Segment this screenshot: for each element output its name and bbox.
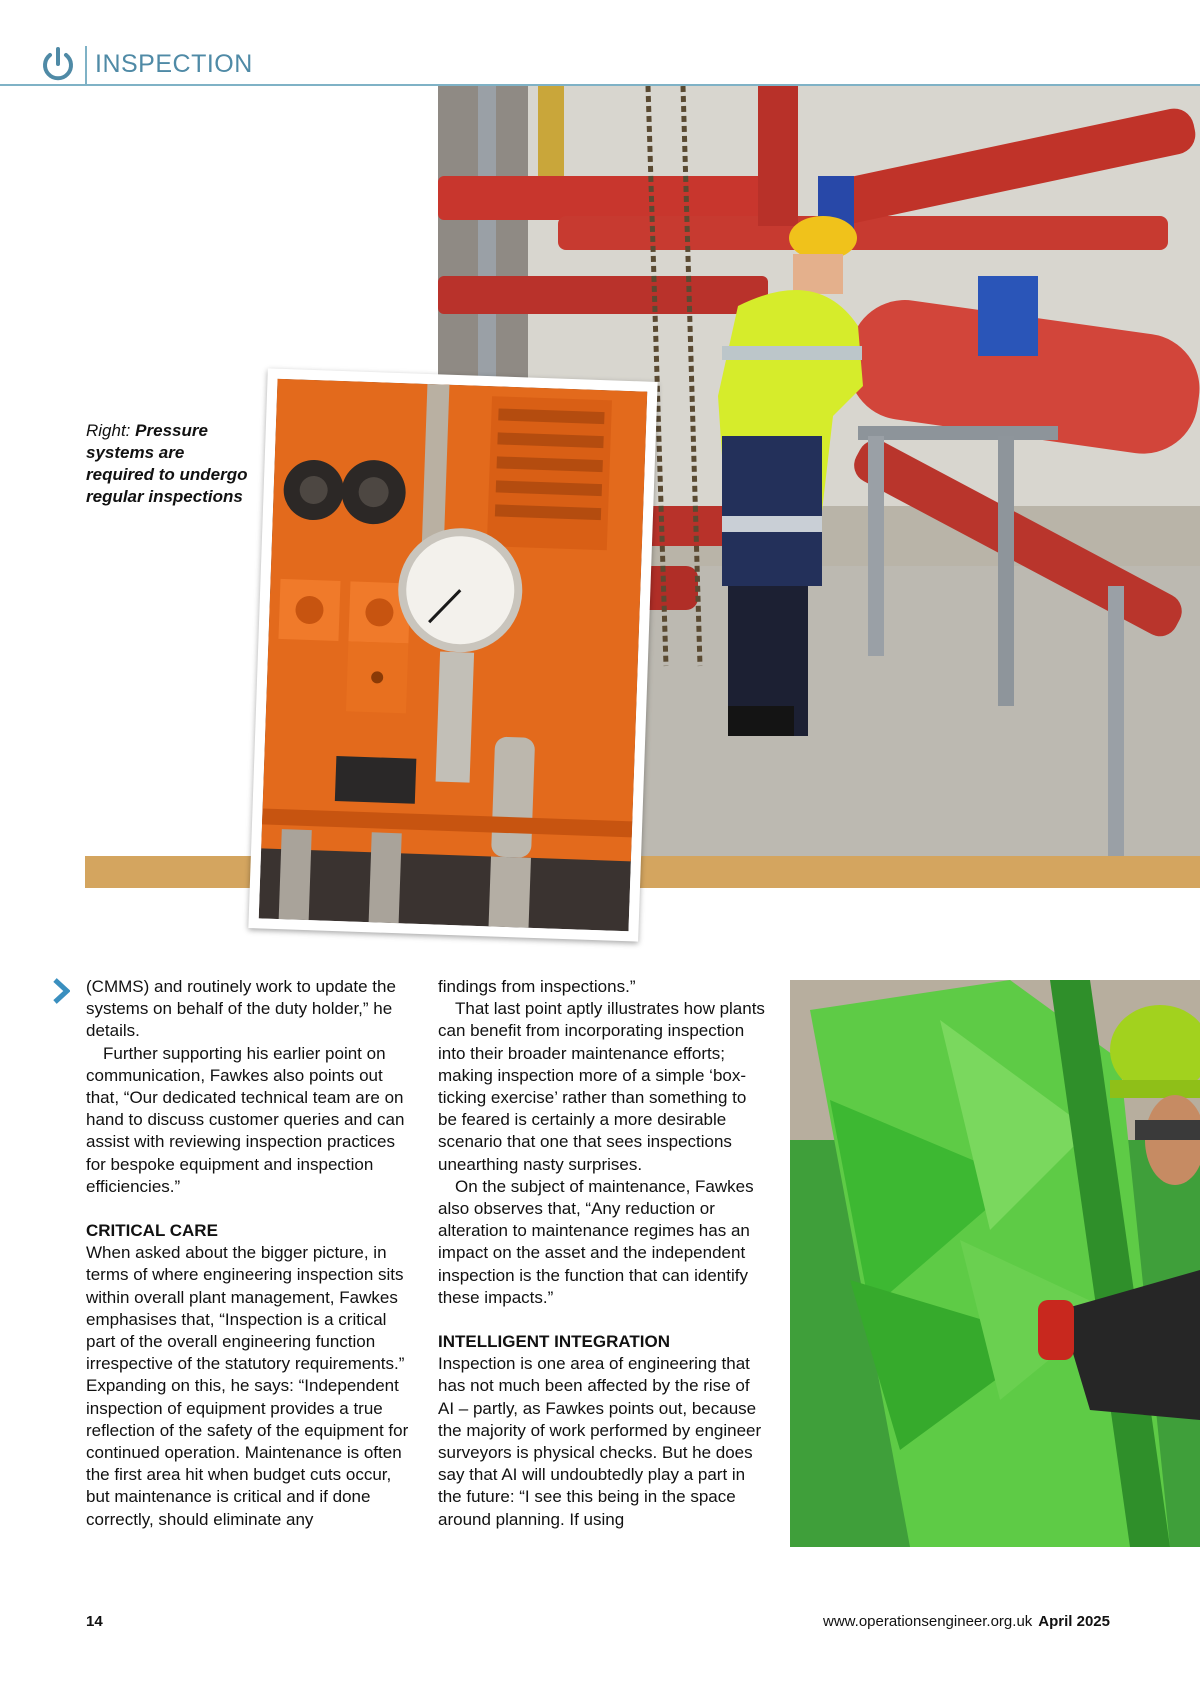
- paragraph: (CMMS) and routinely work to update the systems on behalf of the duty holder,” he details.: [86, 977, 396, 1041]
- chevron-right-icon: [52, 978, 70, 1004]
- side-photo: [790, 980, 1200, 1547]
- inset-photo: [248, 368, 657, 941]
- article-column-1: [86, 976, 416, 1531]
- power-icon: [40, 44, 76, 84]
- footer: [823, 1613, 1110, 1630]
- paragraph: On the subject of maintenance, Fawkes also observes that, “Any reduction or alteration to maintenance regimes has an impact on the asset and the independent inspection is the function that can identify these impacts.”: [438, 1176, 754, 1307]
- subheading-critical-care: CRITICAL CARE: [86, 1221, 218, 1241]
- article-column-2: [438, 976, 768, 1531]
- subheading-intelligent-integration: INTELLIGENT INTEGRATION: [438, 1332, 671, 1352]
- footer-url[interactable]: www.operationsengineer.org.uk: [822, 1613, 1033, 1630]
- section-label: INSPECTION: [95, 50, 253, 78]
- page-header: [0, 0, 1200, 86]
- paragraph: When asked about the bigger picture, in terms of where engineering inspection sits within overall plant management, Fawkes emphasises that, “Inspection is a critical part of the overall engineering function irrespective of the statutory requirements.” Expanding on this, he says: “Independent inspection of equipment provides a true reflection of the safety of the equipment for continued operation. Maintenance is often the first area hit when budget cuts occur, but maintenance is critical and if done correctly, should eliminate any: [86, 1243, 409, 1529]
- caption-lead: Right:: [86, 421, 131, 440]
- photo-caption: [86, 420, 256, 508]
- issue-date: April 2025: [1038, 1613, 1110, 1630]
- paragraph: Inspection is one area of engineering that has not much been affected by the rise of AI – partly, as Fawkes points out, because the majority of work performed by engineer surveyors is physical checks. But he does say that AI will undoubtedly play a part in the future: “I see this being in the space around planning. If using: [438, 1354, 762, 1529]
- header-divider: [85, 46, 87, 84]
- page-number: 14: [86, 1613, 103, 1630]
- paragraph: Further supporting his earlier point on communication, Fawkes also points out that, “Our dedicated technical team are on hand to discuss customer queries and can assist with reviewing inspection practices for bespoke equipment and inspection efficiencies.”: [86, 1043, 405, 1196]
- paragraph: That last point aptly illustrates how plants can benefit from incorporating inspection into their broader maintenance efforts; making inspection more of a simple ‘box-ticking exercise’ rather than something to be feared is certainly a more desirable scenario that one that sees inspections unearthing nasty surprises.: [438, 999, 765, 1174]
- caption-text: Pressure systems are required to undergo regular inspections: [86, 421, 248, 506]
- paragraph: findings from inspections.”: [438, 977, 636, 996]
